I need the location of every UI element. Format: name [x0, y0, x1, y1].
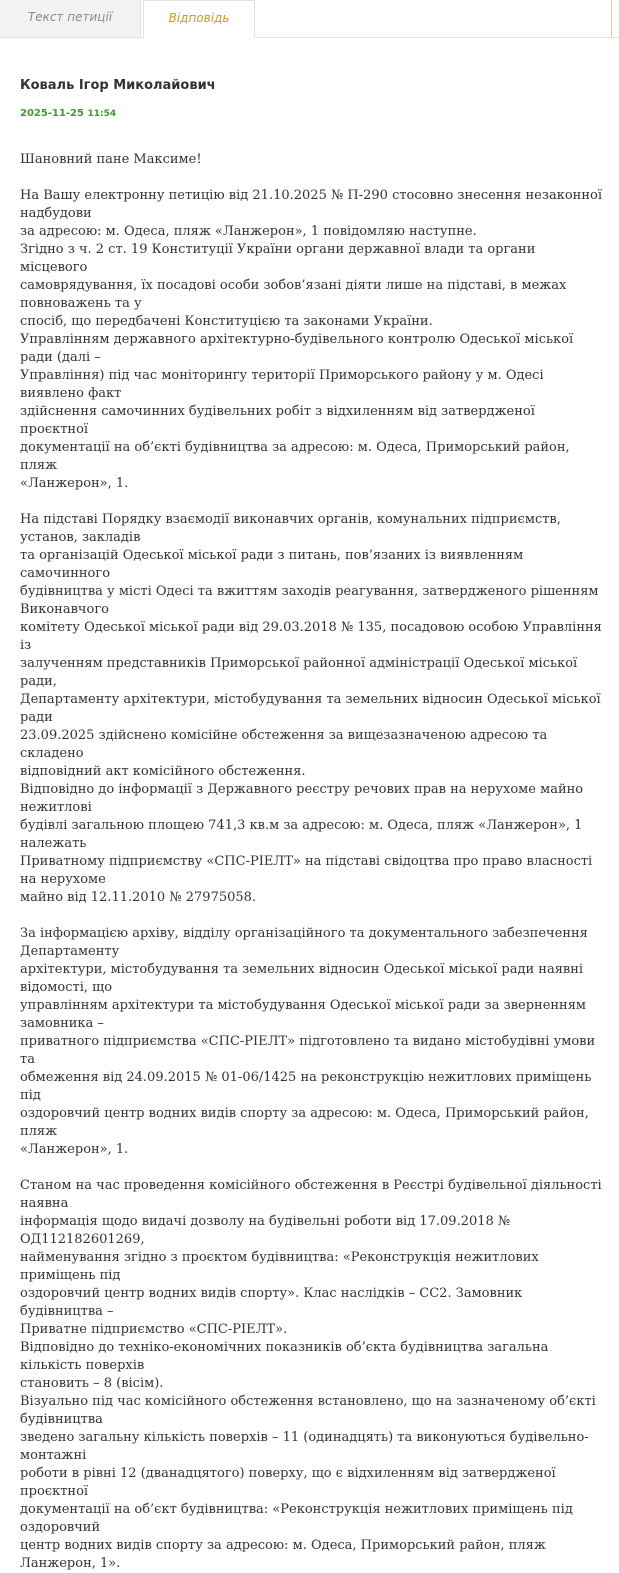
answer-author: Коваль Ігор Миколайович [20, 78, 216, 93]
paragraph: На Вашу електронну петицію від 21.10.2025 № П-290 стосовно знесення незаконної надбудови за адресою: м. Одеса, пляж «Ланжерон», 1 повідомляю наступне. Згідно з ч. 2 ст. 19 Конституції України органи державної влади та органи місцевого самоврядування, їх посадові особи зобов’язані діяти лише на підставі, в межах повноважень та у спосіб, що передбачені Конституцією та законами України. Управлінням державного архітектурно-будівельного контролю Одеської міської ради (далі – Управління) під час моніторингу території Приморського району у м. Одесі виявлено факт здійснення самочинних будівельних робіт з відхиленням від затвердженої проєктної документації на об’єкті будівництва за адресою: м. Одеса, Приморський район, пляж «Ланжерон», 1. [20, 188, 602, 491]
tab-answer[interactable]: Відповідь [143, 0, 255, 38]
answer-panel [0, 78, 605, 1573]
answer-date: 2025-11-25 [20, 108, 84, 119]
paragraph: На підставі Порядку взаємодії виконавчих органів, комунальних підприємств, установ, закладів та організацій Одеської міської ради з питань, пов’язаних із виявленням самочинного будівництва у місті Одесі та вжиттям заходів реагування, затвердженого рішенням Виконавчого комітету Одеської міської ради від 29.03.2018 № 135, посадовою особою Управління із залученням представників Приморської районної адміністрації Одеської міської ради, Департаменту архітектури, містобудування та земельних відносин Одеської міської ради 23.09.2025 здійснено комісійне обстеження за вищезазначеною адресою та складено відповідний акт комісійного обстеження. Відповідно до інформації з Державного реєстру речових прав на нерухоме майно нежитлові будівлі загальною площею 741,3 кв.м за адресою: м. Одеса, пляж «Ланжерон», 1 належать Приватному підприємству «СПС-РІЕЛТ» на підставі свідоцтва про право власності на нерухоме майно від 12.11.2010 № 27975058. [20, 512, 602, 905]
answer-time: 11:54 [87, 109, 117, 119]
answer-datetime [20, 108, 605, 122]
tab-bar [0, 0, 619, 38]
answer-body [20, 151, 605, 1573]
paragraph: Станом на час проведення комісійного обстеження в Реєстрі будівельної діяльності наявна інформація щодо видачі дозволу на будівельні роботи від 17.09.2018 № ОД112182601269, найменування згідно з проєктом будівництва: «Реконструкція нежитлових приміщень під оздоровчий центр водних видів спорту». Клас наслідків – СС2. Замовник будівництва – Приватне підприємство «СПС-РІЕЛТ». Відповідно до техніко-економічних показників об’єкта будівництва загальна кількість поверхів становить – 8 (вісім). Візуально під час комісійного обстеження встановлено, що на зазначеному об’єкті будівництва зведено загальну кількість поверхів – 11 (одинадцять) та виконуються будівельно-монтажні роботи в рівні 12 (дванадцятого) поверху, що є відхиленням від затвердженої проєктної документації на об’єкт будівництва: «Реконструкція нежитлових приміщень під оздоровчий центр водних видів спорту за адресою: м. Одеса, Приморський район, пляж Ланжерон, 1». [20, 1178, 602, 1571]
panel-edge [611, 0, 619, 37]
paragraph: За інформацією архіву, відділу організаційного та документального забезпечення Департаменту архітектури, містобудування та земельних відносин Одеської міської ради наявні відомості, що управлінням архітектури та містобудування Одеської міської ради за зверненням замовника – приватного підприємства «СПС-РІЕЛТ» підготовлено та видано містобудівні умови та обмеження від 24.09.2015 № 01-06/1425 на реконструкцію нежитлових приміщень під оздоровчий центр водних видів спорту за адресою: м. Одеса, Приморський район, пляж «Ланжерон», 1. [20, 926, 596, 1157]
tab-petition-text[interactable]: Текст петиції [0, 0, 141, 37]
greeting: Шановний пане Максиме! [20, 152, 202, 167]
